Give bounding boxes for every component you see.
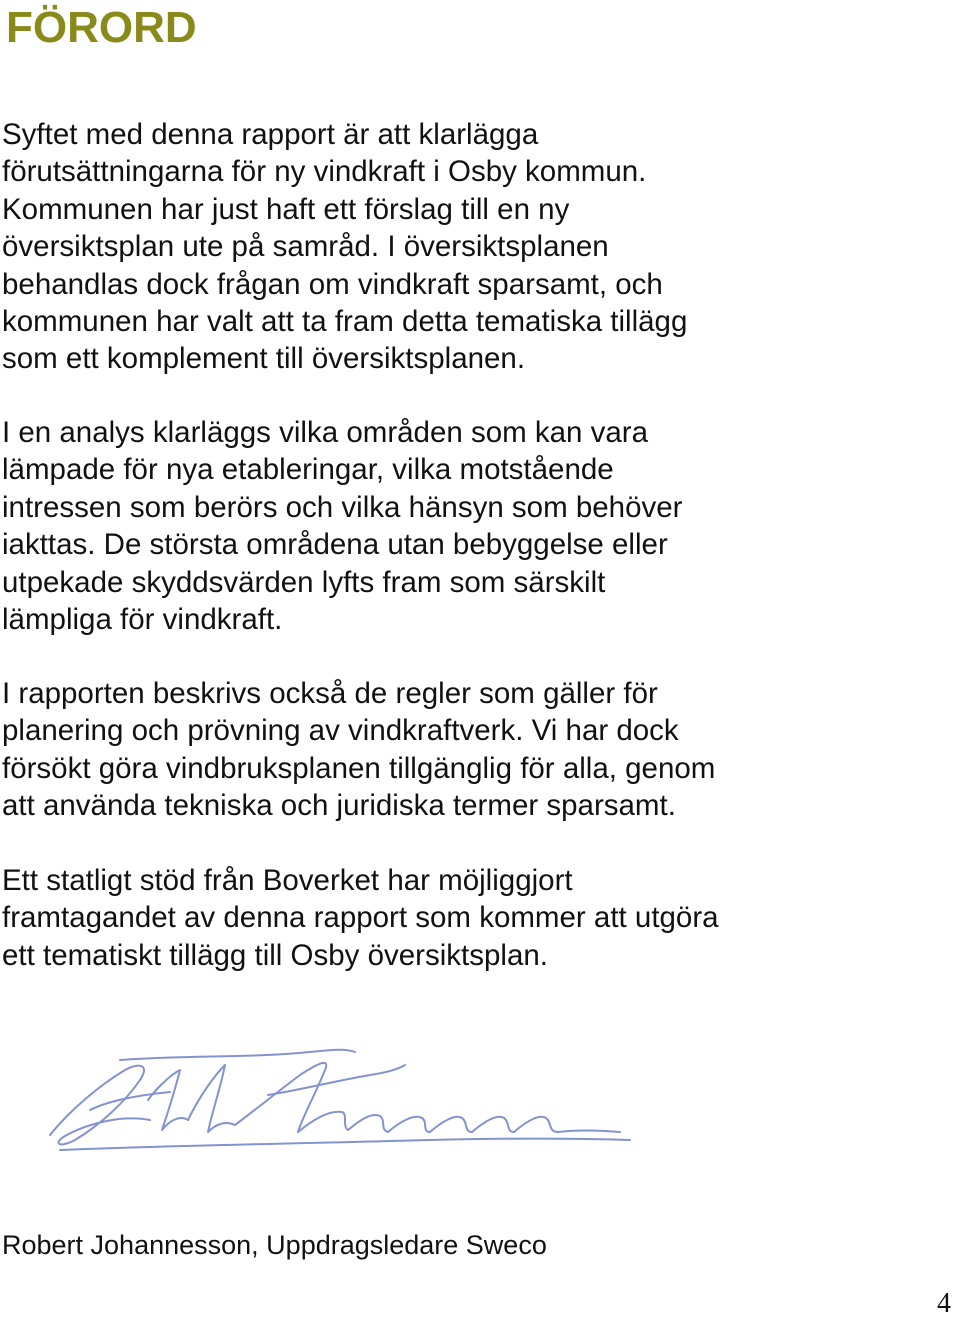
paragraph-rules — [2, 675, 715, 825]
paragraph-line: förutsättningarna för ny vindkraft i Osby kommun. — [2, 155, 647, 189]
paragraph-line: utpekade skyddsvärden lyfts fram som särskilt — [2, 565, 606, 599]
paragraph-line: Syftet med denna rapport är att klarlägga — [2, 118, 539, 151]
page-number: 4 — [937, 1288, 951, 1319]
paragraph-funding — [2, 862, 719, 974]
page-title: FÖRORD — [6, 3, 197, 52]
paragraph-line: Ett statligt stöd från Boverket har möjliggjort — [2, 864, 573, 897]
paragraph-line: intressen som berörs och vilka hänsyn som behöver — [2, 490, 683, 524]
paragraph-line: försökt göra vindbruksplanen tillgänglig för alla, genom — [2, 751, 716, 785]
paragraph-line: lämpliga för vindkraft. — [2, 603, 283, 637]
paragraph-line: ett tematiskt tillägg till Osby översiktsplan. — [2, 938, 548, 972]
paragraph-line: I rapporten beskrivs också de regler som gäller för — [2, 677, 658, 710]
handwritten-signature — [30, 1040, 640, 1160]
paragraph-line: iakttas. De största områdena utan bebyggelse eller — [2, 528, 668, 562]
paragraph-line: kommunen har valt att ta fram detta tematiska tillägg — [2, 305, 688, 339]
paragraph-line: översiktsplan ute på samråd. I översiktsplanen — [2, 230, 609, 264]
paragraph-line: behandlas dock frågan om vindkraft sparsamt, och — [2, 267, 663, 301]
paragraph-line: lämpade för nya etableringar, vilka motstående — [2, 453, 614, 487]
paragraph-purpose — [2, 116, 687, 378]
paragraph-line: I en analys klarläggs vilka områden som kan vara — [2, 416, 649, 449]
paragraph-line: planering och prövning av vindkraftverk. Vi har dock — [2, 714, 679, 748]
paragraph-line: framtagandet av denna rapport som kommer att utgöra — [2, 901, 719, 935]
paragraph-analysis — [2, 414, 682, 638]
paragraph-line: som ett komplement till översiktsplanen. — [2, 342, 526, 376]
signer-name: Robert Johannesson, Uppdragsledare Sweco — [2, 1230, 547, 1260]
paragraph-line: Kommunen har just haft ett förslag till en ny — [2, 192, 570, 226]
paragraph-line: att använda tekniska och juridiska termer sparsamt. — [2, 789, 676, 823]
